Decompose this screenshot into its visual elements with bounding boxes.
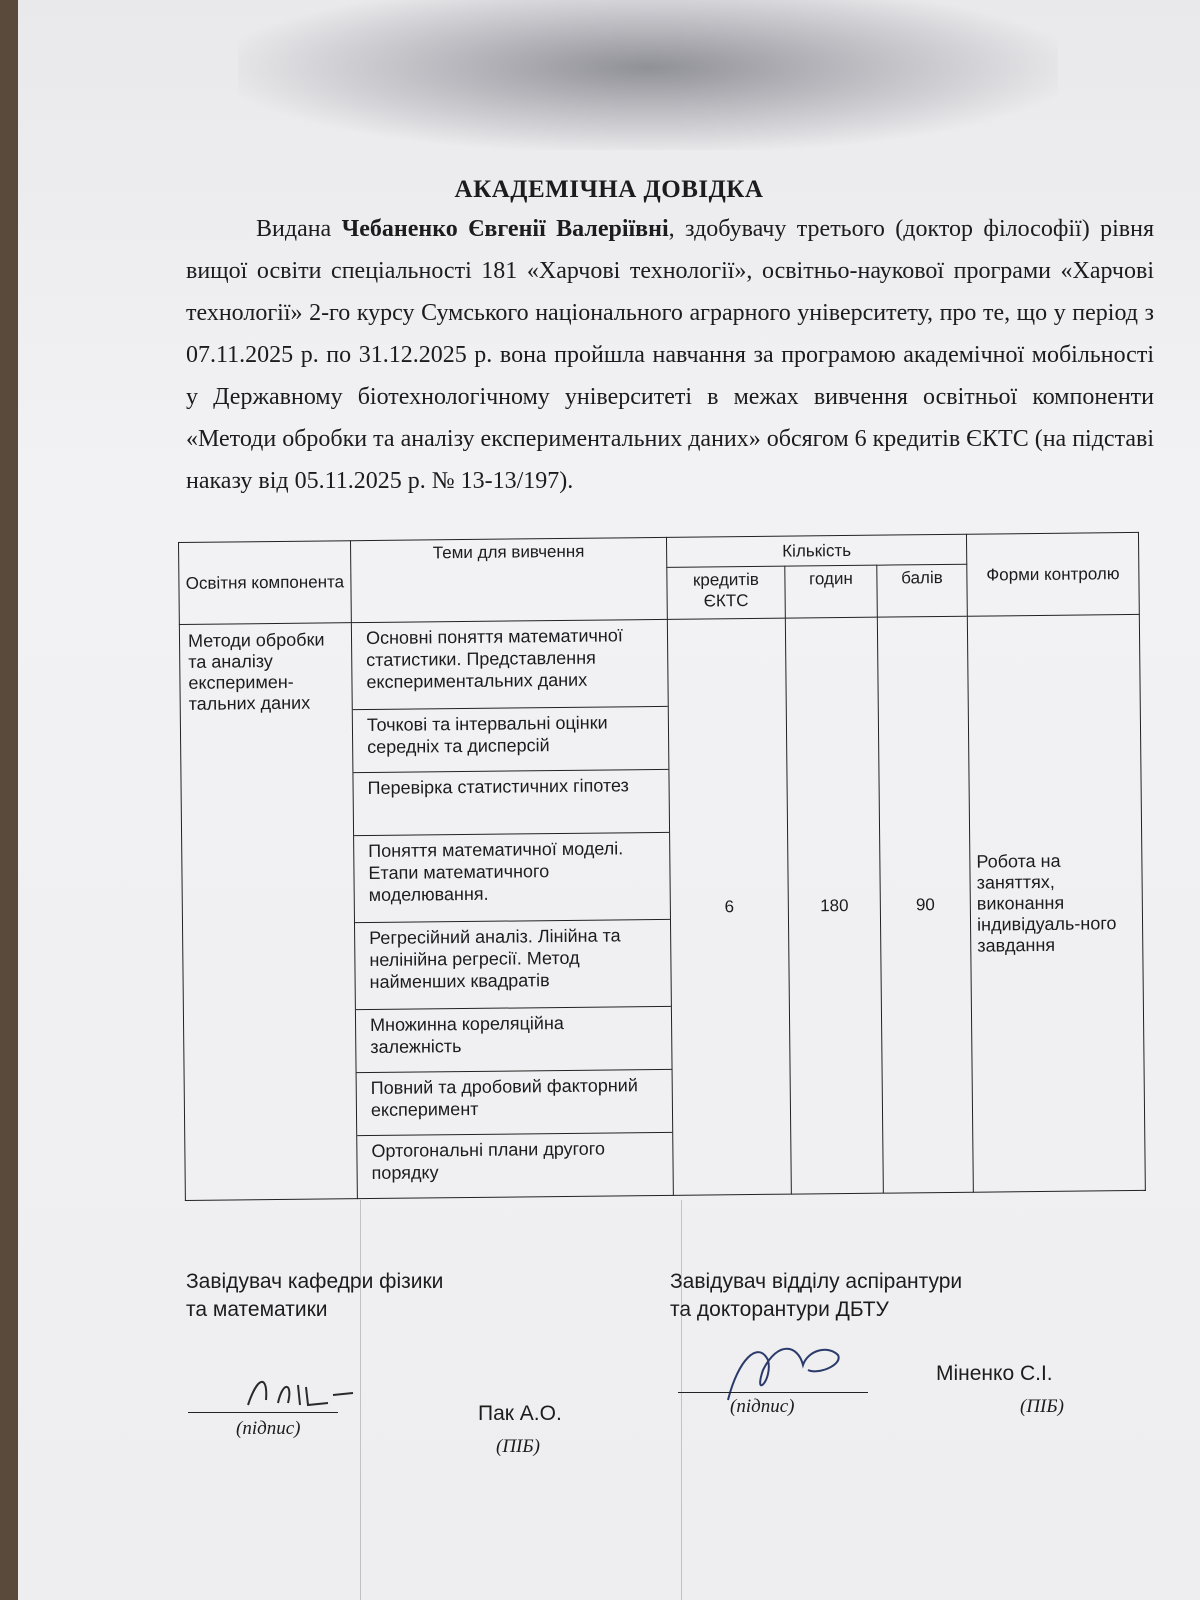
- cell-component: Методи обробки та аналізу експеримен-тальних даних: [179, 623, 357, 1201]
- right-signature-line: [678, 1392, 868, 1393]
- cell-points: 90: [877, 616, 973, 1193]
- topic-item: Регресійний аналіз. Лінійна та нелінійна регресії. Метод найменших квадратів: [355, 920, 671, 1010]
- intro-lead: Видана: [256, 216, 332, 242]
- topic-item: Точкові та інтервальні оцінки середніх та дисперсій: [353, 707, 669, 773]
- show-through-shadow: [238, 0, 1058, 150]
- header-amount: Кількість: [666, 534, 966, 567]
- right-name-label: (ПІБ): [1020, 1396, 1064, 1417]
- intro-text: , здобувачу третього (доктор філософії) рівня вищої освіти спеціальності 181 «Харчові технології», освітньо-наукової програми «Харчові технології» 2-го курсу Сумського національного аграрного університету, про те, що у період з 07.11.2025 р. по 31.12.2025 р. вона пройшла навчання за програмою академічної мобільності у Державному біотехнологічному університеті в межах вивчення освітньої компоненти «Методи обробки та аналізу експериментальних даних» обсягом 6 кредитів ЄКТС (на підставі наказу від 05.11.2025 р. № 13-13/197).: [186, 216, 1154, 494]
- header-credits: кредитів ЄКТС: [667, 566, 786, 619]
- show-through-table: [360, 1200, 682, 1600]
- left-signature-label: (підпис): [236, 1418, 301, 1439]
- header-control: Форми контролю: [966, 532, 1139, 616]
- topic-item: Поняття математичної моделі. Етапи математичного моделювання.: [354, 833, 670, 923]
- left-position-line2: та математики: [186, 1298, 328, 1321]
- header-hours: годин: [785, 565, 878, 618]
- left-name-label: (ПІБ): [496, 1436, 540, 1457]
- right-position-line2: та докторантури ДБТУ: [670, 1298, 889, 1321]
- topic-item: Множинна кореляційна залежність: [356, 1007, 672, 1073]
- right-signature-label: (підпис): [730, 1396, 795, 1417]
- right-name: Міненко С.І.: [936, 1362, 1053, 1385]
- cell-hours: 180: [785, 617, 883, 1194]
- intro-paragraph: [186, 208, 1154, 502]
- recipient-name: Чебаненко Євгенії Валеріївні: [341, 216, 669, 242]
- left-name: Пак А.О.: [478, 1402, 562, 1425]
- header-points: балів: [877, 564, 968, 617]
- header-topics: Теми для вивчення: [350, 537, 667, 622]
- left-position-line1: Завідувач кафедри фізики: [186, 1270, 444, 1293]
- course-table: [178, 532, 1146, 1201]
- document-page: [18, 0, 1200, 1600]
- topic-item: Ортогональні плани другого порядку: [371, 1138, 606, 1184]
- topic-item: Перевірка статистичних гіпотез: [353, 770, 669, 836]
- cell-topics: [351, 619, 673, 1198]
- topic-item: Основні поняття математичної статистики. Представлення експериментальних даних: [352, 620, 668, 710]
- document-title: АКАДЕМІЧНА ДОВІДКА: [454, 176, 764, 203]
- cell-control: Робота на заняттях, виконання індивідуаль-ного завдання: [967, 614, 1145, 1192]
- right-position-line1: Завідувач відділу аспірантури: [670, 1270, 963, 1293]
- cell-credits: 6: [667, 618, 791, 1195]
- header-component: Освітня компонента: [179, 541, 352, 625]
- right-position: [670, 1268, 962, 1324]
- topic-item: Повний та дробовий факторний експеримент: [357, 1070, 673, 1136]
- left-signature-line: [188, 1412, 338, 1413]
- left-signature-image: [238, 1365, 368, 1415]
